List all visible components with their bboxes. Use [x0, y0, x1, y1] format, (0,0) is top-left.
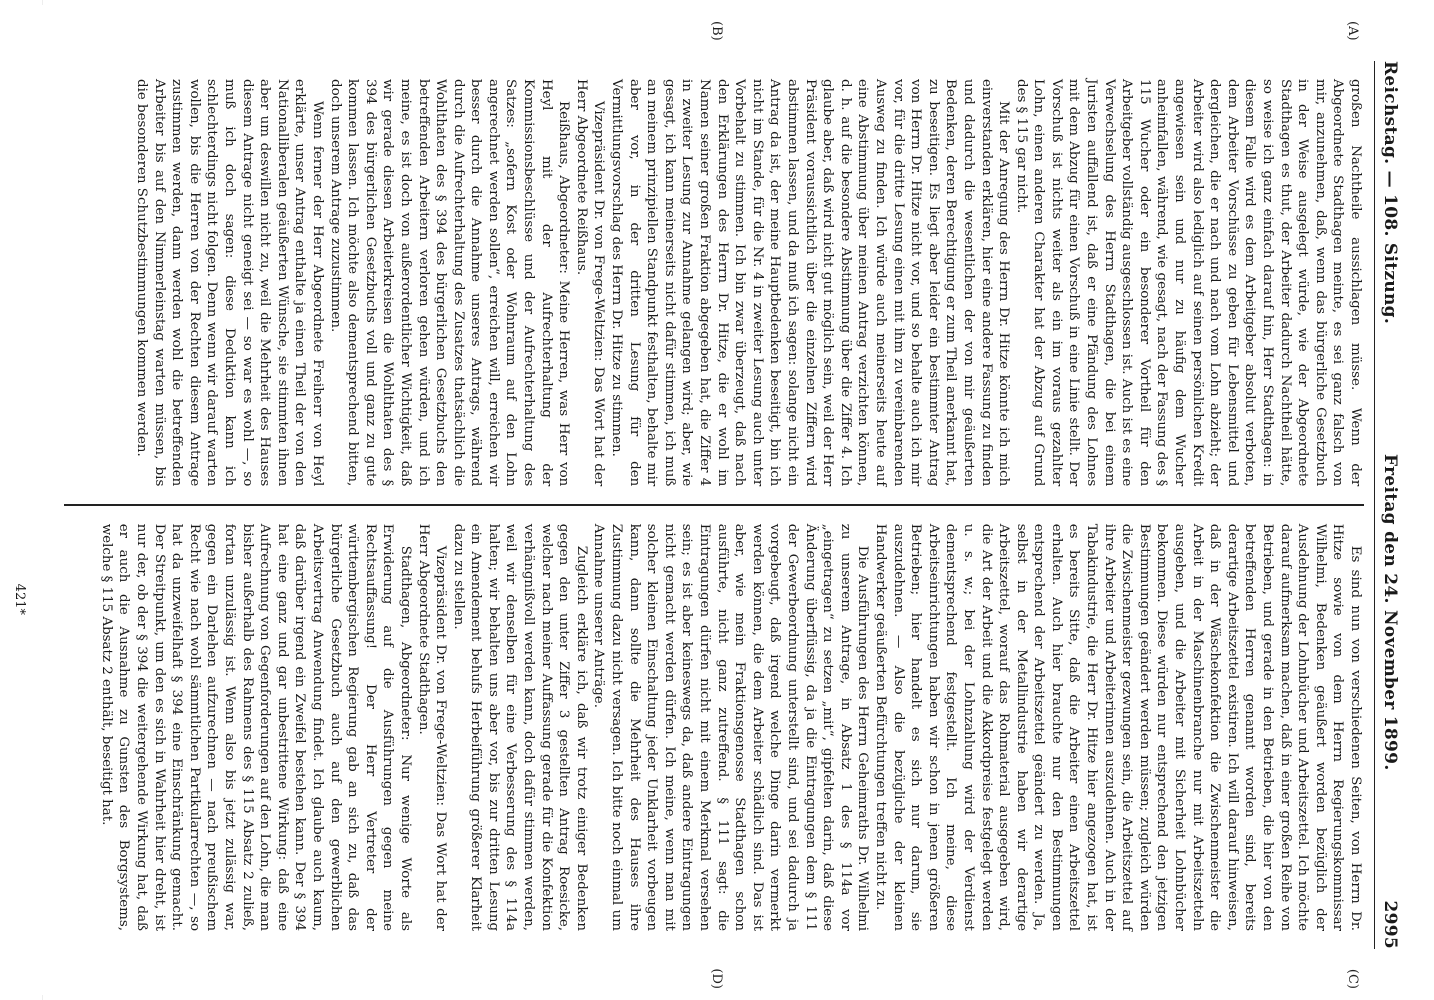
- margin-marker-a: (A): [1345, 21, 1360, 41]
- header-session: Reichstag. — 108. Sitzung.: [1380, 61, 1400, 325]
- page-header: [1374, 61, 1400, 949]
- paragraph: Vizepräsident Dr. von Frege-Weltzien: Das Wort hat der Herr Abgeordnete Reißhaus.: [573, 79, 607, 487]
- right-column: [64, 506, 1364, 949]
- page-signature: 421*: [12, 583, 27, 615]
- paragraph: Zugleich erkläre ich, daß wir trotz einiger Bedenken gegen den unter Ziffer 3 gestellten Antrag Roesicke, welcher nach meiner Auffassung gerade für die Konfektion verhängnißvoll werden kann, doch dafür stimmen werden, weil wir denselben für eine Verbesserung des § 114a halten; wir behalten uns aber vor, bis zur dritten Lesung ein Amendement behufs Herbeiführung größerer Klarheit dazu zu stellen.: [450, 523, 589, 932]
- margin-marker-d: (D): [709, 968, 724, 989]
- margin-marker-b: (B): [709, 21, 724, 41]
- paragraph: Reißhaus, Abgeordneter: Meine Herren, was Herr von Heyl mit der Aufrechterhaltung der Kommissionsbeschlüsse und der Aufrechterhaltung des Satzes: „sofern Kost oder Wohnraum auf den Lohn angerechnet werden sollen“, erreichen will, erreichen wir besser durch die Annahme unseres Antrags, während durch die Aufrechterhaltung des Zusatzes thatsächlich die Wohlthaten des § 394 des bürgerlichen Gesetzbuchs den betreffenden Arbeitern verloren gehen würden, und ich meine, es ist doch von außerordentlicher Wichtigkeit, daß wir gerade diesen Arbeiterkreisen die Wohlthaten des § 394 des bürgerlichen Gesetzbuchs voll und ganz zu gute kommen lassen. Ich möchte also dementsprechend bitten, doch unserem Antrage zuzustimmen.: [327, 79, 572, 487]
- paragraph: Vizepräsident Dr. von Frege-Weltzien: Das Wort hat der Herr Abgeordnete Stadthagen.: [415, 523, 449, 932]
- paragraph: Mit der Anregung des Herrn Dr. Hitze könnte ich mich einverstanden erklären, hier eine andere Fassung zu finden und dadurch die wesentlichen der von mir geäußerten Bedenken, deren Berechtigung er zum Theil anerkannt hat, zu beseitigen. Es liegt aber leider ein bestimmter Antrag von Herrn Dr. Hitze nicht vor, und so behalte auch ich mir vor, für die dritte Lesung einen mit ihm zu vereinbarenden Ausweg zu finden. Ich würde auch meinerseits heute auf eine Abstimmung über meinen Antrag verzichten können, d. h. auf die besondere Abstimmung über die Ziffer 4. Ich glaube aber, daß wird nicht gut möglich sein, weil der Herr Präsident voraussichtlich über die einzelnen Ziffern wird abstimmen lassen, und da muß ich sagen: solange nicht ein Antrag da ist, der meine Hauptbedenken beseitigt, bin ich nicht im Stande, für die Nr. 4 in zweiter Lesung auch unter Vorbehalt zu stimmen. Ich bin zwar überzeugt, daß nach den Erklärungen des Herrn Dr. Hitze, die er wohl im Namen seiner großen Fraktion abgegeben hat, die Ziffer 4 in zweiter Lesung zur Annahme gelangen wird; aber, wie gesagt, ich kann meinerseits nicht dafür stimmen, ich muß an meinem prinzipiellen Standpunkt festhalten, behalte mir aber vor, in der dritten Lesung für den Vermittlungsvorschlag des Herrn Dr. Hitze zu stimmen.: [609, 79, 1012, 487]
- paragraph: großen Nachtheile aussichlagen müsse. Wenn der Abgeordnete Stadthagen meinte, es sei ganz falsch von mir, anzunehmen, daß, wenn das bürgerliche Gesetzbuch in der Weise ausgelegt würde, wie der Abgeordnete Stadthagen es thut, der Arbeiter dadurch Nachtheil hätte, so weise ich ganz einfach darauf hin, Herr Stadthagen: in diesem Falle wird es dem Arbeitgeber absolut verboten, dem Arbeiter Vorschüsse zu geben für Lebensmittel und dergleichen, die er nach und nach vom Lohn abzieht; der Arbeiter wird also lediglich auf seinen persönlichen Kredit angewiesen sein und nur zu häufig dem Wucher anheimfallen, während, wie gesagt, nach der Fassung des § 115 Wucher oder ein besonderer Vortheil für den Arbeitgeber vollständig ausgeschlossen ist. Auch ist es eine Verwechselung des Herrn Stadthagen, die bei einem Juristen auffallend ist, daß er eine Pfändung des Lohnes mit dem Abzug für einen Vorschuß in eine Linie stellt. Der Vorschuß ist nichts weiter als ein im voraus gezahlter Lohn, einen anderen Charakter hat der Abzug auf Grund des § 115 gar nicht.: [1013, 79, 1363, 487]
- margin-marker-c: (C): [1345, 968, 1360, 989]
- paragraph: Stadthagen, Abgeordneter: Nur wenige Worte als Erwiderung auf die Ausführungen gegen meine Rechtsauffassung! Der Herr Vertreter der württembergischen Regierung gab an sich zu, daß das bürgerliche Gesetzbuch auch auf den gewerblichen Arbeitsvertrag Anwendung findet. Ich glaube auch kaum, daß darüber irgend ein Zweifel bestehen kann. Der § 394 hat eine ganz und gar unbestrittene Wirkung: daß eine Aufrechnung von Gegenforderungen auf den Lohn, die man bisher außerhalb des Rahmens des § 115 Absatz 2 zuließ, fortan unzulässig ist. Wenn also bis jetzt zulässig war, gegen ein Darlehen aufzurechnen — nach preußischem Recht wie nach wohl sämmtlichen Partikularrechten —, so hat da unzweifelhaft § 394 eine Einschränkung gemacht. Der Streitpunkt, um den es sich in Wahrheit hier dreht, ist nur der, ob der § 394 die weitergehende Wirkung hat, daß er auch die Ausnahme zu Gunsten des Borgsystems, welche § 115 Absatz 2 enthält, beseitigt hat.: [98, 523, 413, 932]
- paragraph: Wenn ferner der Herr Abgeordnete Freiherr von Heyl erklärte, unser Antrag enthalte ja einen Theil der von den Nationalliberalen geäußerten Wünsche, sie stimmten ihnen aber um deswillen nicht zu, weil die Mehrheit des Hauses diesem Antrage nicht geneigt sei — so war es wohl —, so muß ich doch sagen: diese Deduktion kann ich schlechterdings nicht folgen. Denn wenn wir darauf warten wollen, bis die Herren von der Rechten diesem Antrage zustimmen werden, dann werden wohl die betreffenden Arbeiter bis auf den Nimmerleinstag warten müssen, bis die besonderen Schutzbestimmungen kommen werden.: [134, 79, 325, 487]
- paragraph: Die Ausführungen des Herrn Geheimraths Dr. Wilhelmi zu unserem Antrage, in Absatz 1 des § 114a vor „eingetragen“ zu setzen „mit“, gipfelten darin, daß diese Änderung überflüssig, da ja die Eintragungen dem § 111 der Gewerbeordnung unterstellt sind, und sei dadurch ja vorgebeugt, daß irgend welche Dinge darin vermerkt werden können, die dem Arbeiter schädlich sind. Das ist aber, wie mein Fraktionsgenosse Stadthagen schon ausführte, nicht ganz zutreffend. § 111 sagt: die Eintragungen dürfen nicht mit einem Merkmal versehen sein; es ist aber keineswegs da, daß andere Eintragungen nicht gemacht werden dürfen. Ich meine, wenn man mit solcher kleinen Einschaltung jeder Unklarheit vorbeugen kann, dann sollte die Mehrheit des Hauses ihre Zustimmung dazu nicht versagen. Ich bitte noch einmal um Annahme unserer Anträge.: [591, 523, 871, 932]
- page-number: 2995: [1380, 900, 1400, 949]
- document-page: [0, 5, 1434, 995]
- paragraph: Es sind nun von verschiedenen Seiten, von Herrn Dr. Hitze sowie von dem Herrn Regierungskommissar Wilhelmi, Bedenken geäußert worden bezüglich der Ausdehnung der Lohnbücher und Arbeitszettel. Ich möchte darauf aufmerksam machen, daß in einer großen Reihe von Betrieben, und gerade in den Betrieben, die hier von den betreffenden Herren genannt worden sind, bereits derartige Arbeitszettel existiren. Ich will darauf hinweisen, daß in der Wäschekonfektion die Zwischenmeister die Arbeit in der Maschinenbranche nur mit Arbeitszetteln ausgeben, und die Arbeiter mit Sicherheit Lohnbücher bekommen. Diese würden nur entsprechend den jetzigen Bestimmungen geändert werden müssen; zugleich würden die Zwischenmeister gezwungen sein, die Arbeitszettel auf ihre Arbeiter und Arbeiterinnen auszudehnen. Auch in der Tabakindustrie, die Herr Dr. Hitze hier angezogen hat, ist es bereits Sitte, daß die Arbeiter einen Arbeitszettel erhalten. Auch hier brauchte nur den Bestimmungen entsprechend der Arbeitszettel geändert zu werden. Ja, selbst in der Metallindustrie haben wir derartige Arbeitszettel, worauf das Rohmaterial ausgegeben wird, die Art der Arbeit und die Akkordpreise festgelegt werden u. s. w.; bei der Lohnzahlung wird der Verdienst dementsprechend festgestellt. Ich meine, diese Arbeitseinrichtungen haben wir schon in jenen größeren Betrieben; hier handelt es sich nur darum, sie auszudehnen. — Also die bezügliche der kleinen Handwerker geäußerten Befürchtungen treffen nicht zu.: [872, 523, 1363, 932]
- header-date: Freitag den 24. November 1899.: [1380, 454, 1400, 771]
- left-column: [64, 61, 1364, 504]
- text-body: [64, 21, 1364, 989]
